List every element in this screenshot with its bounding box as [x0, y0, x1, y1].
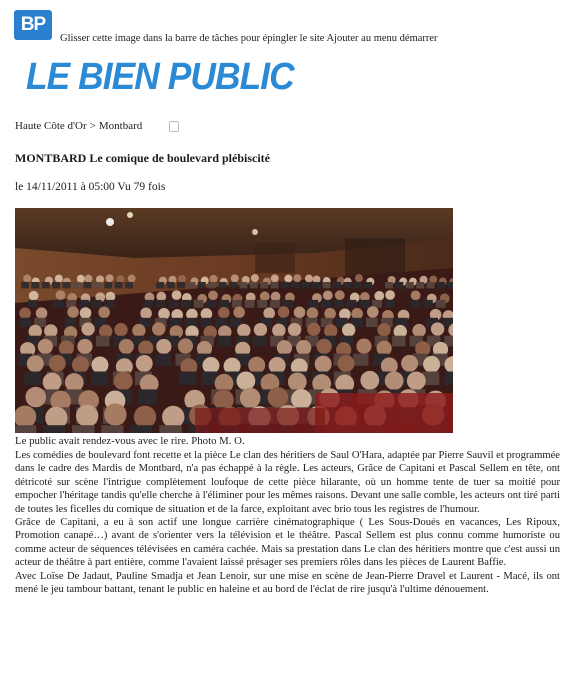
article-headline: MONTBARD Le comique de boulevard plébiscité: [15, 151, 270, 165]
breadcrumb: [15, 120, 179, 132]
article-photo: [15, 208, 453, 433]
breadcrumb-separator: >: [89, 120, 96, 132]
article-paragraph: Grâce de Capitani, a eu à son actif une longue carrière cinématographique ( Les Sous-Doués en vacances, Les Ripoux, Promotion canapé…) avant de s'orienter vers la télévision et le théâtre. Pascal Sellem est plus connu comme humoriste ou comme acteur de séquences télévisées en caméra cachée. Mais sa prestation dans Le clan des héritiers montre que c'est aussi un acteur de théâtre à part entière, comme l'avaient laissé présager ses premiers rôles dans les pièces de Laurent Baffie.: [15, 517, 560, 569]
pin-site-instruction: Glisser cette image dans la barre de tâches pour épingler le site Ajouter au menu démarrer: [60, 33, 438, 44]
breadcrumb-section-link[interactable]: Haute Côte d'Or: [15, 120, 87, 132]
photo-caption: Le public avait rendez-vous avec le rire. Photo M. O.: [15, 435, 245, 447]
share-icon[interactable]: [169, 121, 179, 132]
article-paragraph: Les comédies de boulevard font recette et la pièce Le clan des héritiers de Saul O'Hara, adaptée par Pierre Sauvil et programmée dans le cadre des Mardis de Montbard, n'a pas échappé à la règle. Les acteurs, Grâce de Capitani et Pascal Sellem en tête, ont détricoté sur scène l'intrigue complètement loufoque de cette pièce hilarante, où un homme tente de tuer sa moitié pour empocher l'héritage tandis qu'elle cherche à l'éliminer pour les mêmes raisons. Devant une salle comble, les acteurs ont tiré parti de toutes les ficelles du comique de situation et de la farce, exploitant avec brio tous les registres de l'humour.: [15, 450, 560, 515]
breadcrumb-subsection-link[interactable]: Montbard: [98, 120, 143, 132]
article-body: [15, 449, 560, 596]
article-meta: le 14/11/2011 à 05:00 Vu 79 fois: [15, 181, 166, 193]
bp-logo-badge[interactable]: BP: [14, 10, 52, 40]
article-paragraph: Avec Loïse De Jadaut, Pauline Smadja et Jean Lenoir, sur une mise en scène de Jean-Pierre Dravel et Laurent - Macé, ils ont mené le jeu tambour battant, tenant le public en haleine et au bord de l'éclat de rire jusqu'à l'ultime dénouement.: [15, 570, 560, 596]
newspaper-masthead[interactable]: LE BIEN PUBLIC: [26, 56, 294, 98]
